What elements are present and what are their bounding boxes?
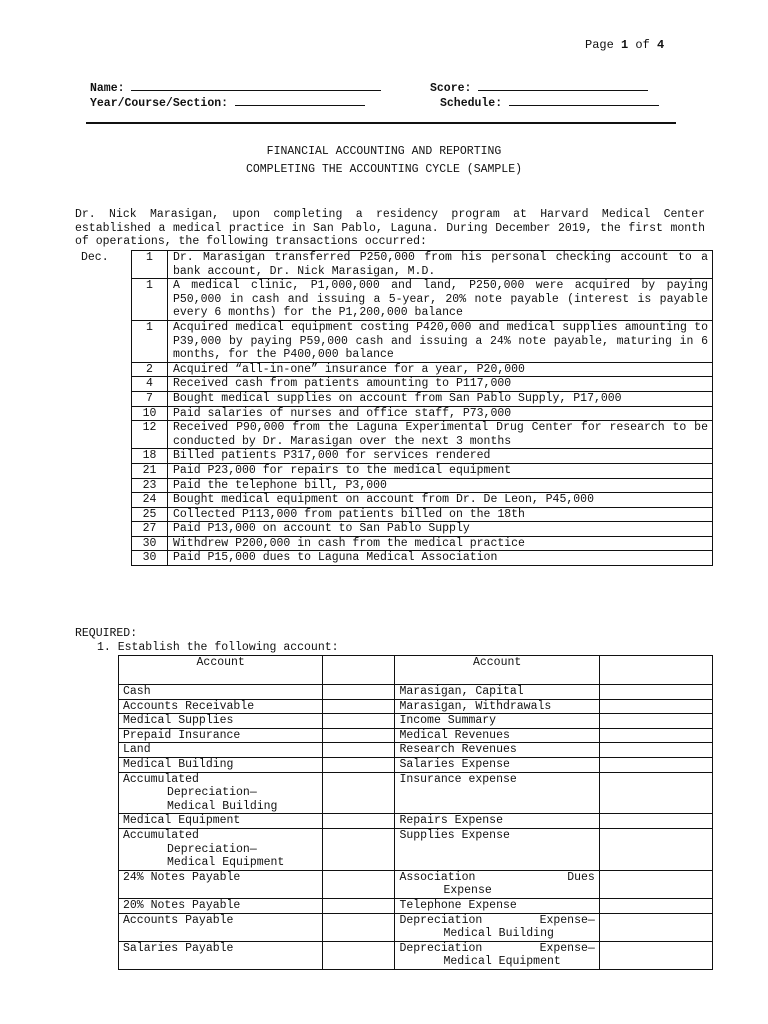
account-right bbox=[395, 870, 599, 898]
account-left: Medical Supplies bbox=[119, 714, 323, 729]
account-row bbox=[119, 941, 713, 969]
transaction-row bbox=[75, 421, 713, 449]
account-right: Salaries Expense bbox=[395, 757, 599, 772]
account-left-blank[interactable] bbox=[323, 714, 395, 729]
account-right-line bbox=[399, 871, 594, 885]
schedule-blank[interactable] bbox=[509, 94, 659, 106]
transaction-day: 18 bbox=[132, 449, 168, 464]
account-left bbox=[119, 828, 323, 870]
page-number bbox=[585, 39, 664, 53]
accounts-header-right: Account bbox=[395, 656, 599, 685]
transaction-description: Paid P13,000 on account to San Pablo Supply bbox=[168, 522, 713, 537]
schedule-field bbox=[440, 94, 659, 111]
transaction-day: 1 bbox=[132, 251, 168, 279]
header-rule bbox=[86, 122, 676, 124]
transaction-month bbox=[75, 406, 132, 421]
account-left bbox=[119, 772, 323, 814]
score-label: Score: bbox=[430, 82, 472, 95]
transaction-day: 12 bbox=[132, 421, 168, 449]
account-row bbox=[119, 743, 713, 758]
account-right-blank[interactable] bbox=[599, 757, 712, 772]
transaction-description: Paid the telephone bill, P3,000 bbox=[168, 478, 713, 493]
accounts-header-blank-1 bbox=[323, 656, 395, 685]
account-right-word: Dues bbox=[567, 870, 595, 884]
intro-paragraph bbox=[75, 208, 705, 249]
transaction-day: 10 bbox=[132, 406, 168, 421]
transaction-month bbox=[75, 421, 132, 449]
account-left: Accounts Receivable bbox=[119, 699, 323, 714]
account-right: Insurance expense bbox=[395, 772, 599, 814]
account-right-blank[interactable] bbox=[599, 828, 712, 870]
account-right bbox=[395, 941, 599, 969]
account-right-blank[interactable] bbox=[599, 814, 712, 829]
transaction-row bbox=[75, 251, 713, 279]
account-right-blank[interactable] bbox=[599, 728, 712, 743]
account-left-line: Accumulated bbox=[123, 772, 199, 786]
account-right-blank[interactable] bbox=[599, 699, 712, 714]
account-left-blank[interactable] bbox=[323, 699, 395, 714]
score-blank[interactable] bbox=[478, 79, 648, 91]
transaction-month bbox=[75, 279, 132, 321]
name-label: Name: bbox=[90, 82, 125, 95]
transaction-description: Paid salaries of nurses and office staff, P73,000 bbox=[168, 406, 713, 421]
page-current: 1 bbox=[621, 38, 629, 52]
account-left-line: Accumulated bbox=[123, 828, 199, 842]
transaction-day: 27 bbox=[132, 522, 168, 537]
transaction-row bbox=[75, 279, 713, 321]
transaction-day: 21 bbox=[132, 463, 168, 478]
account-right-blank[interactable] bbox=[599, 772, 712, 814]
transaction-day: 1 bbox=[132, 320, 168, 362]
doc-subtitle: COMPLETING THE ACCOUNTING CYCLE (SAMPLE) bbox=[245, 163, 523, 176]
account-left-blank[interactable] bbox=[323, 814, 395, 829]
account-right-line: Medical Equipment bbox=[443, 955, 561, 969]
account-right-blank[interactable] bbox=[599, 898, 712, 913]
account-right-blank[interactable] bbox=[599, 870, 712, 898]
account-right: Telephone Expense bbox=[395, 898, 599, 913]
transaction-day: 4 bbox=[132, 377, 168, 392]
transaction-month bbox=[75, 449, 132, 464]
account-left: 20% Notes Payable bbox=[119, 898, 323, 913]
account-left-blank[interactable] bbox=[323, 757, 395, 772]
transaction-row bbox=[75, 551, 713, 566]
account-left-blank[interactable] bbox=[323, 743, 395, 758]
account-right-line: Medical Building bbox=[443, 927, 554, 941]
transaction-description: Paid P15,000 dues to Laguna Medical Association bbox=[168, 551, 713, 566]
account-row bbox=[119, 685, 713, 700]
section-blank[interactable] bbox=[235, 94, 365, 106]
account-left: Medical Equipment bbox=[119, 814, 323, 829]
transaction-row bbox=[75, 493, 713, 508]
transaction-row bbox=[75, 320, 713, 362]
account-right-blank[interactable] bbox=[599, 743, 712, 758]
required-label: REQUIRED: bbox=[75, 627, 138, 640]
transaction-description: Acquired “all-in-one” insurance for a year, P20,000 bbox=[168, 362, 713, 377]
transaction-description: Paid P23,000 for repairs to the medical equipment bbox=[168, 463, 713, 478]
account-left: Medical Building bbox=[119, 757, 323, 772]
transaction-month bbox=[75, 536, 132, 551]
account-row bbox=[119, 898, 713, 913]
accounts-table bbox=[118, 655, 713, 970]
transaction-day: 23 bbox=[132, 478, 168, 493]
transaction-description: Dr. Marasigan transferred P250,000 from his personal checking account to a bank account, Dr. Nick Marasigan, M.D. bbox=[168, 251, 713, 279]
intro-text: Dr. Nick Marasigan, upon completing a residency program at Harvard Medical Center established a medical practice in San Pablo, Laguna. During December 2019, the first month of operations, the following transactions occurred: bbox=[75, 208, 705, 249]
account-left: 24% Notes Payable bbox=[119, 870, 323, 898]
transaction-description: Received P90,000 from the Laguna Experimental Drug Center for research to be conducted by Dr. Marasigan over the next 3 months bbox=[168, 421, 713, 449]
account-right: Medical Revenues bbox=[395, 728, 599, 743]
transaction-month bbox=[75, 362, 132, 377]
transaction-description: Acquired medical equipment costing P420,000 and medical supplies amounting to P39,000 by paying P59,000 cash and issuing a 24% note payable, maturing in 6 months, for the P400,000 balance bbox=[168, 320, 713, 362]
transaction-description: Bought medical equipment on account from Dr. De Leon, P45,000 bbox=[168, 493, 713, 508]
transaction-row bbox=[75, 463, 713, 478]
account-left-blank[interactable] bbox=[323, 870, 395, 898]
account-right: Income Summary bbox=[395, 714, 599, 729]
transaction-row bbox=[75, 478, 713, 493]
transaction-month bbox=[75, 522, 132, 537]
transaction-month bbox=[75, 551, 132, 566]
account-left-blank[interactable] bbox=[323, 728, 395, 743]
account-right-word: Expense— bbox=[539, 913, 595, 927]
transaction-month: Dec. bbox=[81, 250, 109, 264]
account-right: Repairs Expense bbox=[395, 814, 599, 829]
page-total: 4 bbox=[657, 38, 665, 52]
account-left: Land bbox=[119, 743, 323, 758]
account-left-blank[interactable] bbox=[323, 898, 395, 913]
account-left-blank[interactable] bbox=[323, 772, 395, 814]
account-right-word: Expense— bbox=[539, 941, 595, 955]
transaction-month bbox=[75, 507, 132, 522]
transaction-description: Bought medical supplies on account from San Pablo Supply, P17,000 bbox=[168, 391, 713, 406]
account-right: Marasigan, Capital bbox=[395, 685, 599, 700]
account-right-blank[interactable] bbox=[599, 941, 712, 969]
account-row bbox=[119, 913, 713, 941]
account-left-line: Depreciation— bbox=[167, 786, 257, 800]
account-right: Research Revenues bbox=[395, 743, 599, 758]
transaction-description: Billed patients P317,000 for services rendered bbox=[168, 449, 713, 464]
transaction-month bbox=[75, 493, 132, 508]
account-right-word: Depreciation bbox=[399, 913, 483, 927]
transaction-row bbox=[75, 522, 713, 537]
transaction-day: 25 bbox=[132, 507, 168, 522]
accounts-header-left: Account bbox=[119, 656, 323, 685]
transaction-row bbox=[75, 406, 713, 421]
account-row bbox=[119, 699, 713, 714]
account-right bbox=[395, 913, 599, 941]
account-row bbox=[119, 814, 713, 829]
transaction-description: Collected P113,000 from patients billed on the 18th bbox=[168, 507, 713, 522]
accounts-header-blank-2 bbox=[599, 656, 712, 685]
transaction-day: 24 bbox=[132, 493, 168, 508]
account-left-blank[interactable] bbox=[323, 941, 395, 969]
name-blank[interactable] bbox=[131, 79, 381, 91]
account-left-blank[interactable] bbox=[323, 685, 395, 700]
transaction-month bbox=[75, 377, 132, 392]
transaction-day: 1 bbox=[132, 279, 168, 321]
account-right: Marasigan, Withdrawals bbox=[395, 699, 599, 714]
section-label: Year/Course/Section: bbox=[90, 97, 229, 110]
account-left: Salaries Payable bbox=[119, 941, 323, 969]
account-left-blank[interactable] bbox=[323, 913, 395, 941]
account-left-line: Medical Equipment bbox=[167, 856, 285, 870]
transaction-month bbox=[75, 320, 132, 362]
account-right-blank[interactable] bbox=[599, 685, 712, 700]
transaction-day: 30 bbox=[132, 536, 168, 551]
transaction-day: 7 bbox=[132, 391, 168, 406]
account-right-word: Association bbox=[399, 870, 476, 884]
transaction-month bbox=[75, 478, 132, 493]
account-row bbox=[119, 714, 713, 729]
transaction-description: Received cash from patients amounting to P117,000 bbox=[168, 377, 713, 392]
account-right: Supplies Expense bbox=[395, 828, 599, 870]
section-field bbox=[90, 94, 365, 111]
account-row bbox=[119, 870, 713, 898]
transaction-day: 2 bbox=[132, 362, 168, 377]
account-left-line: Medical Building bbox=[167, 799, 278, 813]
account-row bbox=[119, 757, 713, 772]
account-row bbox=[119, 828, 713, 870]
transaction-row bbox=[75, 362, 713, 377]
schedule-label: Schedule: bbox=[440, 97, 503, 110]
account-right-word: Depreciation bbox=[399, 941, 483, 955]
account-row bbox=[119, 772, 713, 814]
transaction-description: A medical clinic, P1,000,000 and land, P250,000 were acquired by paying P50,000 in cash and issuing a 5-year, 20% note payable (interest is payable every 6 months) for the P1,200,000 balance bbox=[168, 279, 713, 321]
transaction-row bbox=[75, 377, 713, 392]
account-right-blank[interactable] bbox=[599, 913, 712, 941]
transaction-description: Withdrew P200,000 in cash from the medical practice bbox=[168, 536, 713, 551]
transaction-row bbox=[75, 449, 713, 464]
account-right-blank[interactable] bbox=[599, 714, 712, 729]
account-right-line bbox=[399, 914, 594, 928]
account-right-line: Expense bbox=[443, 884, 492, 898]
doc-title: FINANCIAL ACCOUNTING AND REPORTING bbox=[266, 145, 502, 158]
account-right-line bbox=[399, 942, 594, 956]
account-left: Accounts Payable bbox=[119, 913, 323, 941]
required-item-1: 1. Establish the following account: bbox=[97, 641, 339, 654]
transaction-row bbox=[75, 507, 713, 522]
transaction-month bbox=[75, 463, 132, 478]
page-prefix: Page bbox=[585, 38, 614, 52]
page-of: of bbox=[635, 38, 650, 52]
transaction-day: 30 bbox=[132, 551, 168, 566]
account-left-line: Depreciation— bbox=[167, 842, 257, 856]
account-row bbox=[119, 728, 713, 743]
account-left-blank[interactable] bbox=[323, 828, 395, 870]
transactions-table bbox=[75, 250, 713, 566]
transaction-month bbox=[75, 391, 132, 406]
account-left: Cash bbox=[119, 685, 323, 700]
transaction-row bbox=[75, 536, 713, 551]
account-left: Prepaid Insurance bbox=[119, 728, 323, 743]
transaction-row bbox=[75, 391, 713, 406]
